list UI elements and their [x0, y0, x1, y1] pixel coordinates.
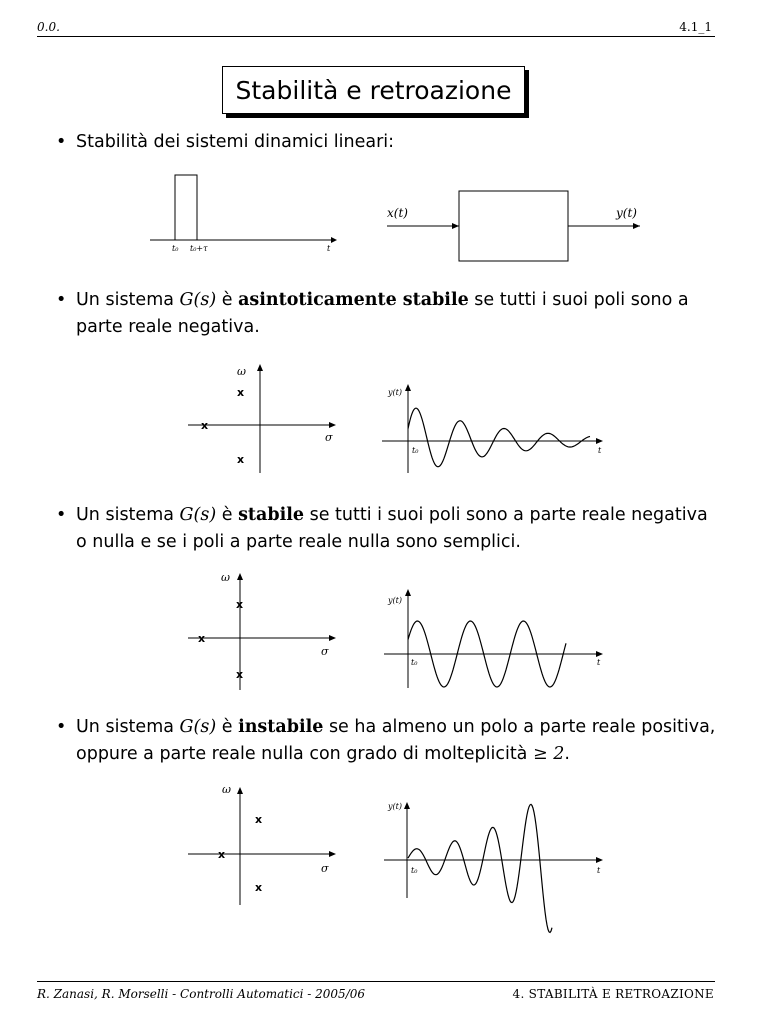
response-t0-label: t₀ — [411, 658, 418, 667]
bullet-4-pre: Un sistema — [76, 717, 180, 737]
response-t0-label: t₀ — [411, 866, 418, 875]
bullet-4 — [56, 714, 720, 768]
pulse-label-t: t — [327, 244, 331, 253]
imag-axis-label: ω — [237, 365, 246, 378]
bullet-dot: • — [56, 717, 67, 737]
bullet-3 — [56, 502, 720, 556]
footer-left: R. Zanasi, R. Morselli - Controlli Automatici - 2005/06 — [37, 987, 366, 1001]
response-growing-oscillation — [408, 804, 552, 932]
header-rule — [37, 36, 715, 37]
bullet-1 — [56, 129, 720, 156]
header-right: 4.1_1 — [679, 20, 712, 34]
bullet-2-post: se tutti i suoi poli sono a parte reale negativa. — [76, 290, 689, 337]
bullet-3-post: se tutti i suoi poli sono a parte reale negativa o nulla e se i poli a parte reale nulla sono semplici. — [76, 505, 708, 552]
bullet-dot: • — [56, 505, 67, 525]
bullet-1-text: Stabilità dei sistemi dinamici lineari: — [76, 132, 395, 152]
bullet-4-mid: è — [216, 717, 239, 737]
page-title: Stabilità e retroazione — [222, 66, 525, 114]
pulse-label-t0: t₀ — [172, 244, 179, 253]
bullet-dot: • — [56, 290, 67, 310]
response-y-label: y(t) — [388, 388, 402, 397]
bullet-2-math: G(s) — [179, 290, 217, 310]
block-output-label: y(t) — [616, 206, 637, 220]
bullet-4-post: se ha almeno un polo a parte reale positiva, oppure a parte reale nulla con grado di molteplicità — [76, 717, 716, 764]
response-t-label: t — [597, 866, 601, 875]
bullet-4-bold: instabile — [238, 717, 324, 737]
bullet-4-math: G(s) — [179, 717, 217, 737]
real-axis-label: σ — [325, 431, 333, 444]
response-t-label: t — [598, 446, 602, 455]
response-damped-oscillation — [408, 408, 590, 467]
block-input-label: x(t) — [387, 206, 408, 220]
figure-unstable — [0, 780, 768, 910]
pole-marker: x — [201, 419, 209, 432]
pole-marker: x — [255, 813, 263, 826]
figure-stable — [0, 568, 768, 693]
pulse-signal — [175, 175, 197, 240]
imag-axis-label: ω — [221, 571, 230, 584]
header-left: 0.0. — [37, 20, 60, 34]
response-t0-label: t₀ — [412, 446, 419, 455]
response-y-label: y(t) — [388, 596, 402, 605]
bullet-3-pre: Un sistema — [76, 505, 180, 525]
pole-marker: x — [218, 848, 226, 861]
figure-asymptotically-stable — [0, 355, 768, 480]
bullet-3-bold: stabile — [238, 505, 305, 525]
bullet-2-pre: Un sistema — [76, 290, 180, 310]
response-t-label: t — [597, 658, 601, 667]
imag-axis-label: ω — [222, 783, 231, 796]
pole-marker: x — [198, 632, 206, 645]
real-axis-label: σ — [321, 862, 329, 875]
bullet-4-end: . — [564, 744, 570, 764]
bullet-4-math2: ≥ 2 — [532, 744, 565, 764]
bullet-2-bold: asintoticamente stabile — [238, 290, 469, 310]
pole-marker: x — [255, 881, 263, 894]
footer-right: 4. STABILITÀ E RETROAZIONE — [512, 987, 714, 1001]
bullet-3-math: G(s) — [179, 505, 217, 525]
bullet-dot: • — [56, 132, 67, 152]
pole-marker: x — [237, 453, 245, 466]
pulse-label-t0-tau: t₀+τ — [190, 244, 208, 253]
pole-marker: x — [236, 598, 244, 611]
bullet-2-mid: è — [216, 290, 239, 310]
pole-marker: x — [236, 668, 244, 681]
pulse-axis-arrow — [331, 237, 337, 243]
bullet-3-mid: è — [216, 505, 239, 525]
bullet-2 — [56, 287, 720, 341]
system-block — [459, 191, 568, 261]
figure-pulse-block — [0, 160, 768, 270]
footer-rule — [37, 981, 715, 982]
real-axis-label: σ — [321, 645, 329, 658]
pole-marker: x — [237, 386, 245, 399]
response-y-label: y(t) — [388, 802, 402, 811]
